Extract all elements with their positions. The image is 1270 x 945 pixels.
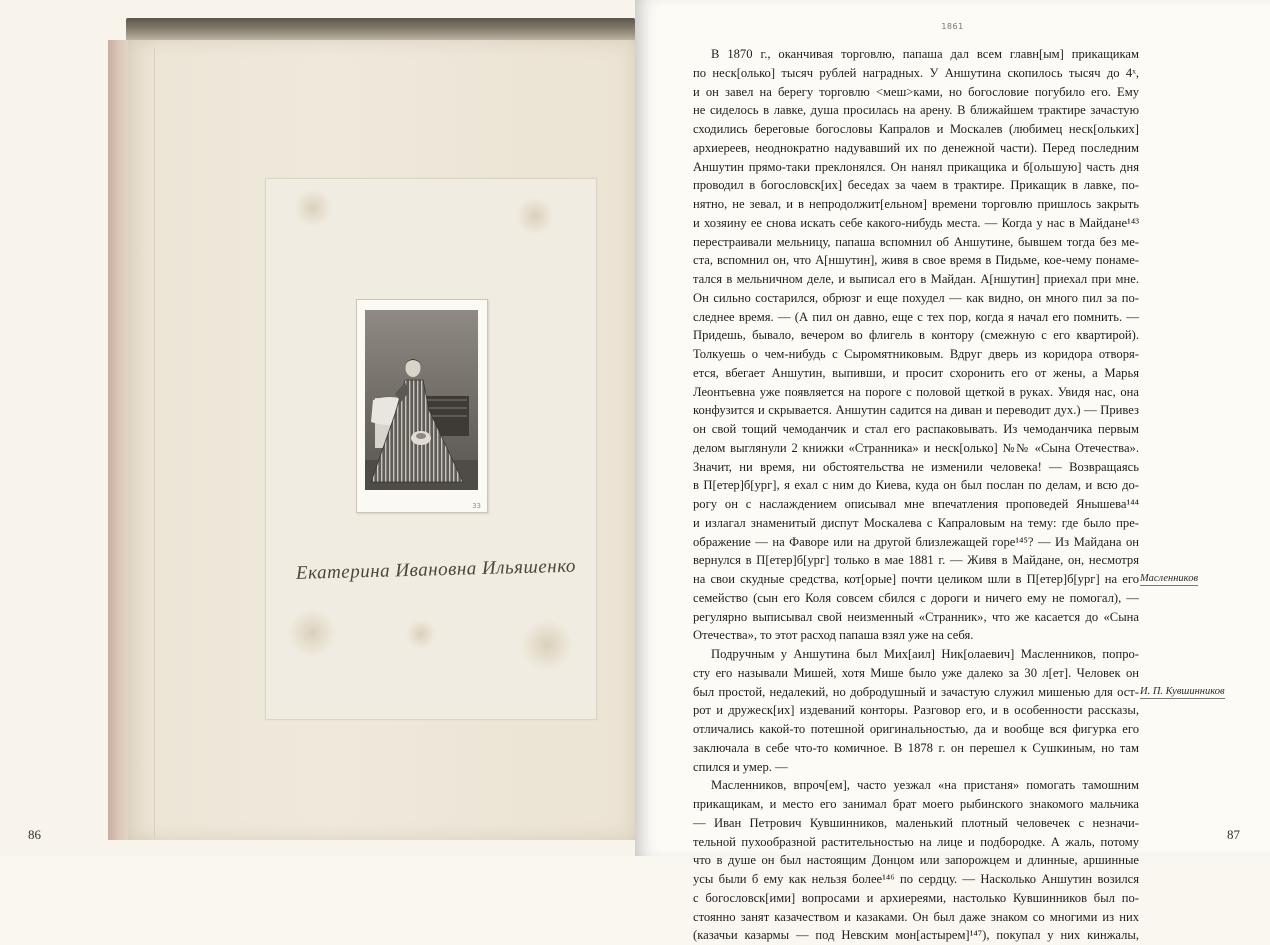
text-line: усы были б ему как нельзя более¹⁴⁶ по сердцу. — Насколько Аншутин возился: [693, 872, 1139, 886]
foxing-stain: [516, 197, 554, 235]
text-line: (казачьи казармы — под Невским мон[астырем]¹⁴⁷), покупал у них кинжалы,: [693, 928, 1139, 943]
text-line: Придешь, бывало, вечером во флигель в контору (смежную с его квартирой).: [693, 328, 1139, 343]
body-text: [693, 45, 1139, 945]
text-line: ображение — на Фаворе или на другой близлежащей горе¹⁴⁵? — Из Майдана он: [693, 534, 1139, 549]
text-line: Значит, ни время, ни обстоятельства не изменили человека! — Возвращаясь: [693, 459, 1139, 474]
page-number-right: 87: [1227, 827, 1240, 842]
text-line: Толкуешь о чем-нибудь с Сыромятниковым. Вдруг дверь из коридора отворя-: [693, 347, 1139, 361]
album-inner-page: [154, 48, 635, 838]
text-line: делом выглянули 2 книжки «Странника» и неск[олько] №№ «Сына Отечества».: [693, 440, 1139, 455]
foxing-stain: [288, 609, 336, 657]
text-line: вернулся в П[етер]б[ург] только в мае 1881 г. — Живя в Майдане, он, несмотря: [693, 553, 1139, 568]
text-line: рот и дружеск[их] издеваний конторы. Разговор его, и в особенности рассказы,: [693, 703, 1139, 718]
text-line: с богословск[ими] вопросами и архиереями, настолько Кувшинников был по-: [693, 890, 1139, 905]
photo-album: [108, 18, 635, 840]
mount-number: 33: [472, 502, 481, 510]
text-line: нятно, не зевал, и в непродолжит[ельном] времени торговлю пришлось закрыть: [693, 197, 1139, 211]
photo-card: [265, 178, 597, 720]
carte-de-visite-mount: [356, 299, 488, 513]
text-line: отличались какой-то потешной оригинальностью, да и вообще вся фигурка его: [693, 722, 1139, 736]
text-line: на свои скудные средства, кот[орые] почти целиком шли в П[етер]б[ург] на его: [693, 572, 1139, 586]
text-line: Аншутин прямо-таки преклонялся. Он нанял прикащика и б[ольшую] часть дня: [693, 159, 1139, 174]
text-line: не сиделось в лавке, душа просилась на арену. В ближайшем трактире зачастую: [693, 103, 1139, 118]
text-line: и излагал знаменитый диспут Москалева с Капраловым на тему: где было пре-: [693, 515, 1139, 530]
text-line: семейство (сын его Коля совсем сбился с дороги и ничего ему не помогал), —: [693, 590, 1139, 605]
text-line: В 1870 г., оканчивая торговлю, папаша дал всем главн[ым] прикащикам: [711, 47, 1139, 61]
left-page: [0, 0, 635, 856]
text-line: в П[етер]б[ург], я ехал с ним до Киева, куда он был послан по делам, и всю до-: [693, 478, 1139, 493]
text-line: Леонтьевна уже появляется на пороге с половой щеткой в руках. Увидя нас, она: [693, 384, 1139, 399]
text-line: ется, вбегает Аншутин, выпивши, и просит схоронить его от жены, а Марья: [693, 365, 1139, 380]
text-line: что в душе он был настоящим Донцом или запорожцем и длинные, аршинные: [693, 853, 1139, 868]
foxing-stain: [521, 619, 573, 671]
text-line: по неск[олько] тысяч рублей наградных. У Аншутина скопилось тысяч до 4ˣ,: [693, 65, 1139, 80]
text-line: перестраивали мельницу, папаша вспомнил об Аншутине, бывшем тогда без ме-: [693, 234, 1139, 249]
right-page: [635, 0, 1270, 943]
margin-note: Масленников: [1140, 573, 1198, 584]
page-number-left: 86: [28, 827, 41, 842]
text-line: архиереев, неоднократно надувавший их по денежной части). Перед последним: [693, 140, 1139, 155]
text-line: проводил в богословск[их] беседах за чаем в трактире. Прикащик в лавке, по-: [693, 178, 1139, 193]
text-line: Он сильно состарился, обрюзг и еще похудел — как видно, он много пил за по-: [693, 290, 1139, 305]
handwritten-signature: Екатерина Ивановна Ильяшенко: [295, 555, 577, 584]
text-line: Подручным у Аншутина был Мих[аил] Ник[олаевич] Масленников, попро-: [711, 647, 1139, 661]
text-line: был простой, недалекий, но добродушный и зачастую служил мишенью для ост-: [693, 684, 1139, 699]
text-line: сту его называли Мишей, хотя Мише было уже далеко за 30 л[ет]. Человек он: [693, 665, 1139, 680]
text-line: Отечества», то этот расход папаша взял уже на себя.: [693, 628, 974, 643]
text-line: он свой тощий чемоданчик и стал его распаковывать. Из чемоданчика первым: [693, 422, 1139, 436]
text-line: сходились береговые богословы Капралов и Москалев (любимец неск[ольких]: [693, 122, 1139, 136]
text-line: и хозяину ее снова искать себе какого-нибудь места. — Когда у нас в Майдане¹⁴³: [693, 215, 1139, 230]
text-line: тался в мельничном деле, и выписал его в Майдан. А[ншутин] приехал при мне.: [693, 272, 1139, 286]
text-line: и он завел на берегу торговлю <меш>ками, но богословие погубило его. Ему: [693, 84, 1139, 99]
margin-note: И. П. Кувшинников: [1140, 685, 1225, 697]
text-line: — Иван Петрович Кувшинников, маленький плотный человечек с незначи-: [693, 815, 1139, 830]
text-line: тельной пухообразной растительностью на лице и подбородке. А жаль, потому: [693, 834, 1139, 849]
text-line: стоянно занят казачеством и казаками. Он был даже знаком со многими из них: [693, 909, 1139, 924]
text-line: заключала в себе что-то комичное. В 1878 г. он перешел к Сушкиным, но там: [693, 740, 1139, 755]
foxing-stain: [406, 619, 436, 649]
foxing-stain: [294, 189, 332, 227]
text-line: ста, вспомнил он, что А[ншутин], живя в свое время в Пидьме, кое-чему понаме-: [693, 253, 1139, 268]
text-line: рогу он с наслаждением описывал мне впечатления проповедей Янышева¹⁴⁴: [693, 497, 1139, 511]
running-head: 1861: [941, 22, 964, 31]
text-line: прикащикам, и место его занимал брат моего рыбинского знакомого мальчика: [693, 797, 1139, 811]
text-line: Масленников, впроч[ем], часто уезжал «на пристаня» помогать тамошним: [711, 778, 1139, 793]
text-line: следнее время. — (А пил он давно, еще с тех пор, когда я начал его помнить. —: [693, 309, 1139, 324]
album-page: [128, 40, 635, 840]
text-line: спился и умер. —: [693, 759, 788, 774]
text-line: конфузится и скрывается. Аншутин садится на диван и переводит дух.) — Привез: [693, 403, 1139, 418]
portrait-photograph: [365, 310, 478, 490]
text-line: регулярно выписывал свой неизменный «Странник», что же касается до «Сына: [693, 609, 1139, 624]
